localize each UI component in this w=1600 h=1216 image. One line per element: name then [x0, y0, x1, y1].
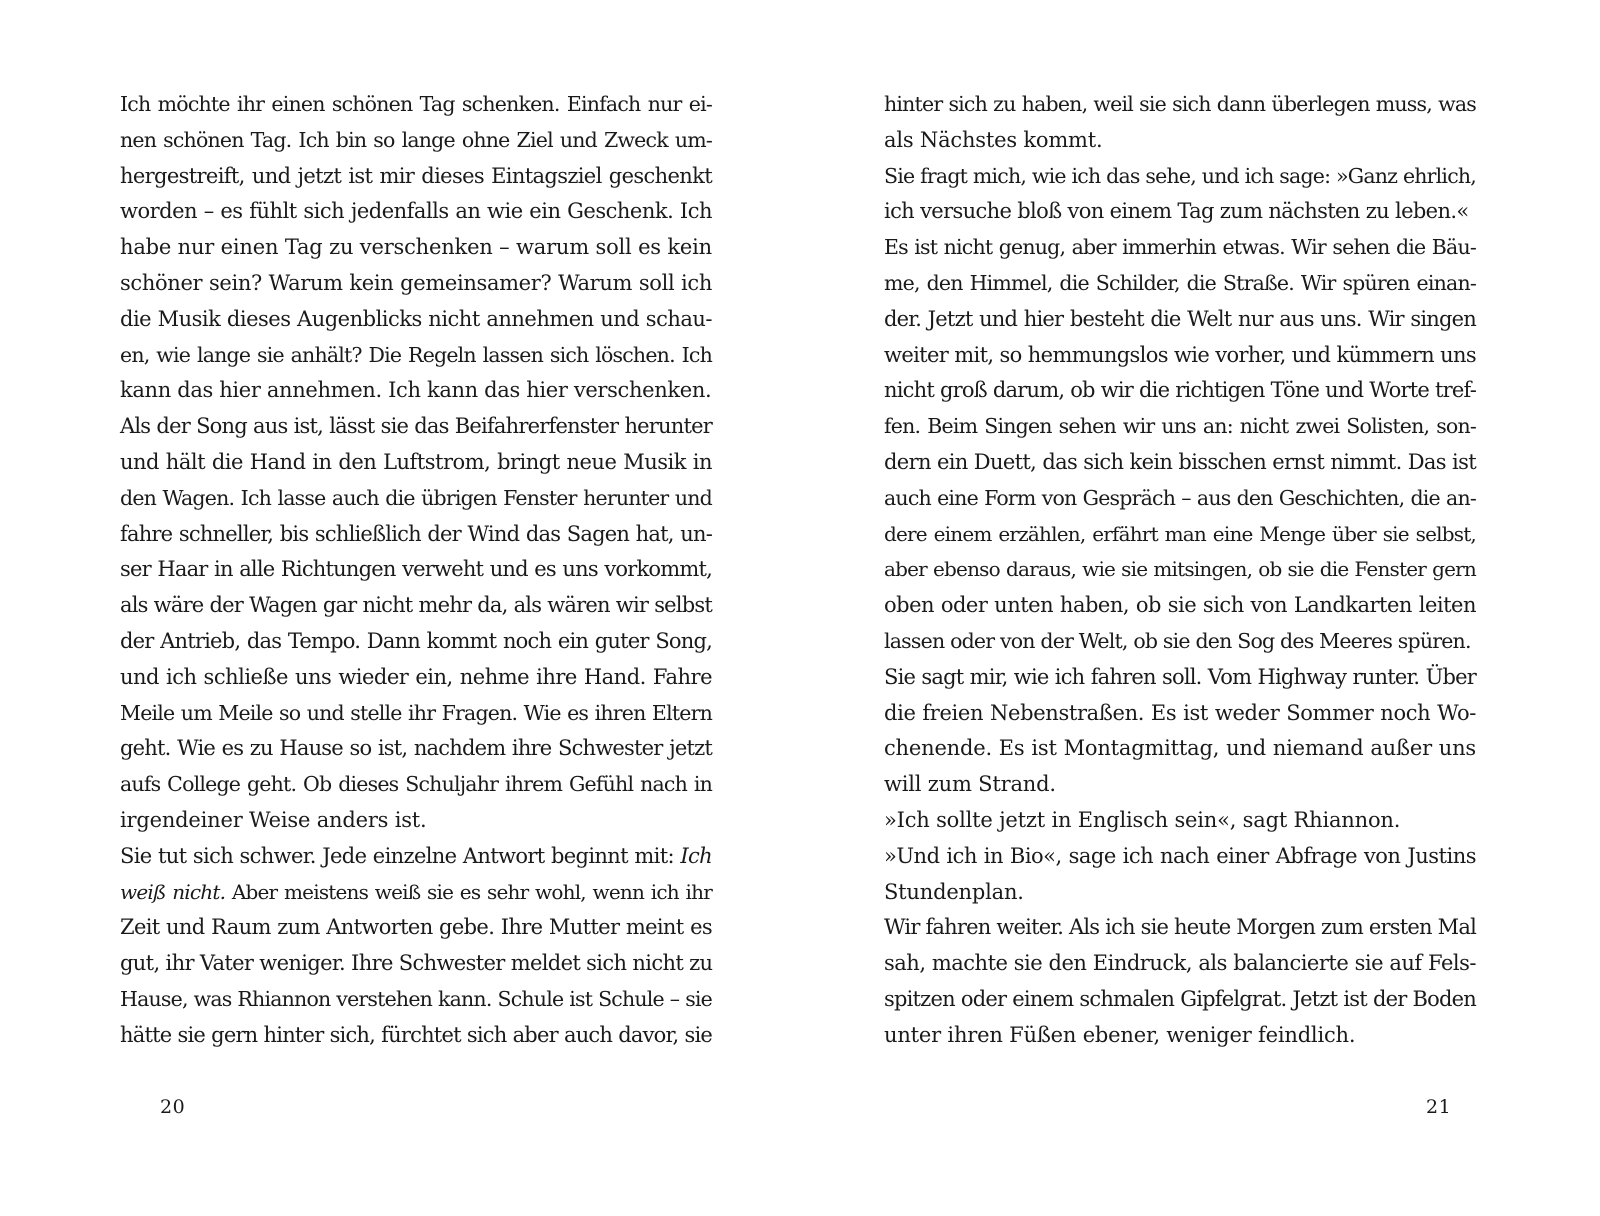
right-page	[800, 0, 1600, 1216]
line-text: nen schönen Tag. Ich bin so lange ohne Ziel und Zweck um-	[120, 127, 712, 152]
text-line	[120, 660, 712, 696]
text-line	[884, 588, 1476, 624]
text-line	[120, 445, 712, 481]
line-text: als Nächstes kommt.	[884, 127, 1103, 152]
line-text: Zeit und Raum zum Antworten gebe. Ihre Mutter meint es	[120, 915, 712, 940]
line-text: gut, ihr Vater weniger. Ihre Schwester meldet sich nicht zu	[120, 951, 713, 976]
text-line	[884, 373, 1476, 409]
text-line	[884, 481, 1476, 517]
text-line	[120, 266, 712, 302]
text-line	[120, 123, 712, 159]
text-line	[120, 552, 712, 588]
text-line	[120, 767, 712, 803]
line-text: nicht groß darum, ob wir die richtigen Töne und Worte tref-	[884, 378, 1476, 403]
line-text: die freien Nebenstraßen. Es ist weder Sommer noch Wo-	[884, 700, 1476, 725]
text-line	[120, 302, 712, 338]
line-text: Ich möchte ihr einen schönen Tag schenken. Einfach nur ei-	[120, 92, 712, 116]
text-line	[120, 588, 712, 624]
text-line	[120, 230, 712, 266]
line-text: Stundenplan.	[884, 879, 1024, 904]
line-text: me, den Himmel, die Schilder, die Straße. Wir spüren einan-	[884, 270, 1476, 295]
line-text: lassen oder von der Welt, ob sie den Sog des Meeres spüren.	[884, 628, 1471, 653]
text-line	[884, 1018, 1476, 1054]
text-line	[884, 123, 1476, 159]
line-text: der. Jetzt und hier besteht die Welt nur aus uns. Wir singen	[884, 306, 1476, 331]
page-number-right: 21	[1426, 1096, 1452, 1118]
text-line	[884, 302, 1476, 338]
text-line	[884, 767, 1476, 803]
text-line	[120, 409, 712, 445]
text-line	[120, 159, 712, 195]
line-text: ser Haar in alle Richtungen verweht und es uns vorkommt,	[120, 557, 712, 582]
text-line	[884, 409, 1476, 445]
text-line	[884, 445, 1476, 481]
left-page-text	[120, 87, 712, 1054]
line-text: Sie sagt mir, wie ich fahren soll. Vom Highway runter. Über	[884, 664, 1476, 689]
line-text: fahre schneller, bis schließlich der Wind das Sagen hat, un-	[120, 521, 712, 546]
text-line	[884, 230, 1476, 266]
line-text: und ich schließe uns wieder ein, nehme ihre Hand. Fahre	[120, 664, 712, 689]
line-text: der Antrieb, das Tempo. Dann kommt noch ein guter Song,	[120, 628, 712, 653]
line-text: ich versuche bloß von einem Tag zum nächsten zu leben.«	[884, 199, 1469, 224]
line-text: »Ich sollte jetzt in Englisch sein«, sagt Rhiannon.	[884, 807, 1401, 832]
line-text: Sie fragt mich, wie ich das sehe, und ich sage: »Ganz ehrlich,	[884, 163, 1476, 188]
line-text: Meile um Meile so und stelle ihr Fragen. Wie es ihren Eltern	[120, 700, 712, 725]
line-text: hinter sich zu haben, weil sie sich dann überlegen muss, was	[884, 92, 1476, 116]
text-line	[884, 946, 1476, 982]
text-line	[884, 839, 1476, 875]
text-line	[120, 481, 712, 517]
line-text: aber ebenso daraus, wie sie mitsingen, ob sie die Fenster gern	[884, 557, 1476, 582]
line-text: »Und ich in Bio«, sage ich nach einer Abfrage von Justins	[884, 843, 1476, 868]
text-line	[884, 194, 1476, 230]
text-line	[884, 910, 1476, 946]
text-line	[884, 159, 1476, 195]
line-text: worden – es fühlt sich jedenfalls an wie ein Geschenk. Ich	[120, 199, 712, 224]
text-line	[884, 660, 1476, 696]
line-text: Wir fahren weiter. Als ich sie heute Morgen zum ersten Mal	[884, 915, 1476, 940]
text-line	[884, 731, 1476, 767]
line-text: und hält die Hand in den Luftstrom, bringt neue Musik in	[120, 449, 712, 474]
text-line	[120, 696, 712, 732]
text-line	[120, 517, 712, 553]
line-text: hergestreift, und jetzt ist mir dieses Eintagsziel geschenkt	[120, 163, 712, 188]
italic-text: Ich	[680, 843, 712, 868]
text-line	[884, 87, 1476, 123]
text-line	[120, 624, 712, 660]
text-line	[884, 696, 1476, 732]
line-text: hätte sie gern hinter sich, fürchtet sich aber auch davor, sie	[120, 1022, 712, 1047]
text-line	[884, 517, 1476, 553]
text-line	[120, 373, 712, 409]
text-line	[120, 87, 712, 123]
text-line	[120, 946, 712, 982]
text-line	[884, 338, 1476, 374]
line-text: Hause, was Rhiannon verstehen kann. Schule ist Schule – sie	[120, 986, 712, 1011]
text-line	[120, 875, 712, 911]
text-line	[884, 982, 1476, 1018]
line-text: aufs College geht. Ob dieses Schuljahr ihrem Gefühl nach in	[120, 772, 712, 797]
text-line	[120, 1018, 712, 1054]
text-line	[120, 839, 712, 875]
line-text: chenende. Es ist Montagmittag, und niemand außer uns	[884, 736, 1476, 761]
line-text: dern ein Duett, das sich kein bisschen ernst nimmt. Das ist	[884, 449, 1476, 474]
text-line	[884, 624, 1476, 660]
line-text: irgendeiner Weise anders ist.	[120, 807, 427, 832]
line-text: spitzen oder einem schmalen Gipfelgrat. Jetzt ist der Boden	[884, 986, 1476, 1011]
text-line	[884, 266, 1476, 302]
text-line	[120, 338, 712, 374]
line-text: als wäre der Wagen gar nicht mehr da, als wären wir selbst	[120, 593, 712, 618]
right-page-text	[884, 87, 1476, 1054]
line-text: den Wagen. Ich lasse auch die übrigen Fenster herunter und	[120, 485, 712, 510]
line-text: auch eine Form von Gespräch – aus den Geschichten, die an-	[884, 485, 1476, 510]
text-line	[884, 552, 1476, 588]
line-text: habe nur einen Tag zu verschenken – warum soll es kein	[120, 235, 712, 260]
line-text: unter ihren Füßen ebener, weniger feindlich.	[884, 1022, 1356, 1047]
text-line	[120, 803, 712, 839]
text-line	[120, 910, 712, 946]
line-text: sah, machte sie den Eindruck, als balancierte sie auf Fels-	[884, 951, 1476, 976]
line-text: schöner sein? Warum kein gemeinsamer? Warum soll ich	[120, 270, 712, 295]
text-line	[120, 982, 712, 1018]
line-text: weiter mit, so hemmungslos wie vorher, und kümmern uns	[884, 342, 1476, 367]
text-line	[884, 803, 1476, 839]
line-text: Es ist nicht genug, aber immerhin etwas. Wir sehen die Bäu-	[884, 235, 1476, 260]
text-line	[120, 194, 712, 230]
line-text: oben oder unten haben, ob sie sich von Landkarten leiten	[884, 593, 1476, 618]
line-text: dere einem erzählen, erfährt man eine Menge über sie selbst,	[884, 521, 1476, 546]
text-line	[120, 731, 712, 767]
line-text: Sie tut sich schwer. Jede einzelne Antwort beginnt mit:	[120, 843, 681, 868]
line-text: fen. Beim Singen sehen wir uns an: nicht zwei Solisten, son-	[884, 414, 1476, 439]
line-text: Als der Song aus ist, lässt sie das Beifahrerfenster herunter	[120, 414, 712, 439]
line-text: will zum Strand.	[884, 772, 1056, 797]
line-text: kann das hier annehmen. Ich kann das hier verschenken.	[120, 378, 712, 403]
line-text: die Musik dieses Augenblicks nicht annehmen und schau-	[120, 306, 712, 331]
italic-text: weiß nicht.	[120, 879, 226, 904]
line-text: geht. Wie es zu Hause so ist, nachdem ihre Schwester jetzt	[120, 736, 712, 761]
text-line	[884, 875, 1476, 911]
line-text: Aber meistens weiß sie es sehr wohl, wenn ich ihr	[225, 879, 712, 904]
line-text: en, wie lange sie anhält? Die Regeln lassen sich löschen. Ich	[120, 342, 712, 367]
page-number-left: 20	[160, 1096, 186, 1118]
